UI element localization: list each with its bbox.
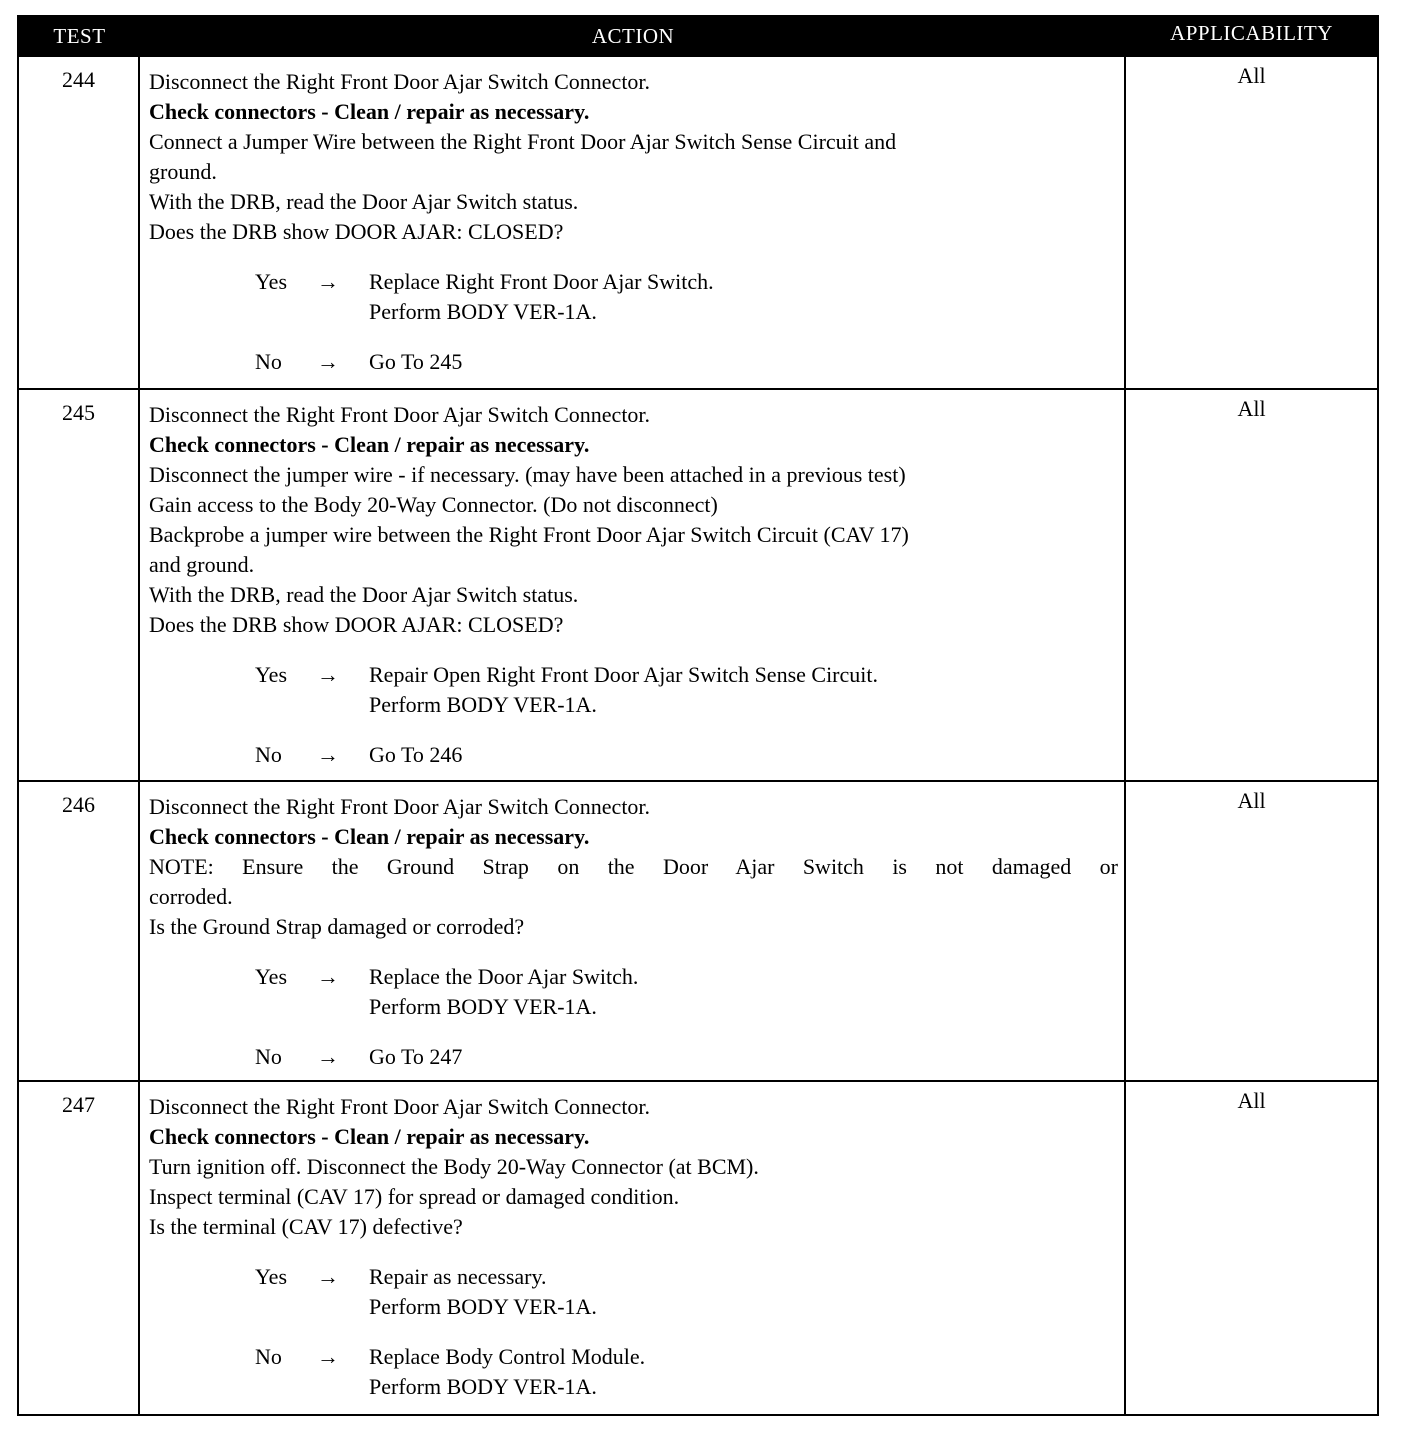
outcome-yes — [149, 1262, 1118, 1322]
instruction-line: Disconnect the jumper wire - if necessary. (may have been attached in a previous test) — [149, 462, 906, 487]
arrow-icon: → — [317, 742, 339, 767]
outcome-text: Replace Right Front Door Ajar Switch. — [369, 269, 714, 294]
instruction-line: With the DRB, read the Door Ajar Switch status. — [149, 582, 579, 607]
instruction-line: Disconnect the Right Front Door Ajar Switch Connector. — [149, 69, 651, 94]
test-number: 245 — [19, 390, 140, 780]
outcome-text: Perform BODY VER-1A. — [369, 692, 597, 717]
instruction-bold: Check connectors - Clean / repair as necessary. — [149, 824, 590, 849]
table-row — [19, 1080, 1377, 1414]
outcome-yes — [149, 660, 1118, 720]
table-row — [19, 388, 1377, 780]
instruction-line: Gain access to the Body 20-Way Connector. (Do not disconnect) — [149, 492, 718, 517]
outcome-text: Perform BODY VER-1A. — [369, 1374, 597, 1399]
table-row — [19, 55, 1377, 388]
instruction-line: NOTE: Ensure the Ground Strap on the Door Ajar Switch is not damaged or — [149, 854, 1118, 879]
applicability-value: All — [1237, 788, 1266, 813]
test-number: 247 — [19, 1082, 140, 1414]
instruction-line: Inspect terminal (CAV 17) for spread or damaged condition. — [149, 1184, 680, 1209]
instruction-bold: Check connectors - Clean / repair as necessary. — [149, 1124, 590, 1149]
table-header — [19, 17, 1377, 57]
instruction-line: Backprobe a jumper wire between the Right Front Door Ajar Switch Circuit (CAV 17) — [149, 522, 909, 547]
outcome-text: Repair Open Right Front Door Ajar Switch Sense Circuit. — [369, 662, 878, 687]
instruction-line: Is the Ground Strap damaged or corroded? — [149, 914, 525, 939]
arrow-icon: → — [317, 1044, 339, 1069]
diagnostic-test-table — [17, 15, 1379, 1416]
instruction-bold: Check connectors - Clean / repair as necessary. — [149, 432, 590, 457]
outcome-text: Go To 247 — [369, 1044, 463, 1069]
header-action: ACTION — [591, 24, 675, 48]
action-cell — [140, 390, 1126, 780]
outcome-text: Perform BODY VER-1A. — [369, 994, 597, 1019]
instruction-line: Turn ignition off. Disconnect the Body 20-Way Connector (at BCM). — [149, 1154, 759, 1179]
outcome-text: Go To 245 — [369, 349, 463, 374]
header-test: TEST — [53, 24, 106, 48]
action-cell — [140, 57, 1126, 388]
outcome-text: Replace the Door Ajar Switch. — [369, 964, 639, 989]
outcome-label: No — [255, 742, 282, 767]
applicability-value: All — [1237, 63, 1266, 88]
instruction-line: Does the DRB show DOOR AJAR: CLOSED? — [149, 219, 564, 244]
outcome-label: Yes — [255, 964, 288, 989]
instruction-line: and ground. — [149, 552, 255, 577]
outcome-text: Replace Body Control Module. — [369, 1344, 646, 1369]
arrow-icon: → — [317, 964, 339, 989]
outcome-text: Perform BODY VER-1A. — [369, 299, 597, 324]
instruction-line: corroded. — [149, 884, 233, 909]
table-row — [19, 780, 1377, 1080]
applicability-value: All — [1237, 1088, 1266, 1113]
arrow-icon: → — [317, 269, 339, 294]
outcome-label: Yes — [255, 1264, 288, 1289]
arrow-icon: → — [317, 349, 339, 374]
arrow-icon: → — [317, 662, 339, 687]
outcome-no — [149, 1342, 1118, 1402]
outcome-text: Repair as necessary. — [369, 1264, 547, 1289]
instruction-line: Connect a Jumper Wire between the Right Front Door Ajar Switch Sense Circuit and — [149, 129, 897, 154]
outcome-yes — [149, 962, 1118, 1022]
outcome-label: Yes — [255, 269, 288, 294]
instruction-line: Disconnect the Right Front Door Ajar Switch Connector. — [149, 794, 651, 819]
arrow-icon: → — [317, 1344, 339, 1369]
outcome-text: Perform BODY VER-1A. — [369, 1294, 597, 1319]
outcome-yes — [149, 267, 1118, 327]
instruction-line: Is the terminal (CAV 17) defective? — [149, 1214, 463, 1239]
outcome-label: No — [255, 1344, 282, 1369]
header-applicability: APPLICABILITY — [1170, 21, 1333, 45]
outcome-no — [149, 740, 1118, 770]
instruction-line: Disconnect the Right Front Door Ajar Switch Connector. — [149, 402, 651, 427]
outcome-no — [149, 347, 1118, 377]
outcome-label: No — [255, 1044, 282, 1069]
test-number: 244 — [19, 57, 140, 388]
instruction-bold: Check connectors - Clean / repair as necessary. — [149, 99, 590, 124]
action-cell — [140, 782, 1126, 1080]
outcome-label: No — [255, 349, 282, 374]
instruction-line: Disconnect the Right Front Door Ajar Switch Connector. — [149, 1094, 651, 1119]
outcome-text: Go To 246 — [369, 742, 463, 767]
action-cell — [140, 1082, 1126, 1414]
outcome-no — [149, 1042, 1118, 1072]
instruction-line: With the DRB, read the Door Ajar Switch status. — [149, 189, 579, 214]
outcome-label: Yes — [255, 662, 288, 687]
arrow-icon: → — [317, 1264, 339, 1289]
instruction-line: Does the DRB show DOOR AJAR: CLOSED? — [149, 612, 564, 637]
test-number: 246 — [19, 782, 140, 1080]
instruction-line: ground. — [149, 159, 217, 184]
applicability-value: All — [1237, 396, 1266, 421]
